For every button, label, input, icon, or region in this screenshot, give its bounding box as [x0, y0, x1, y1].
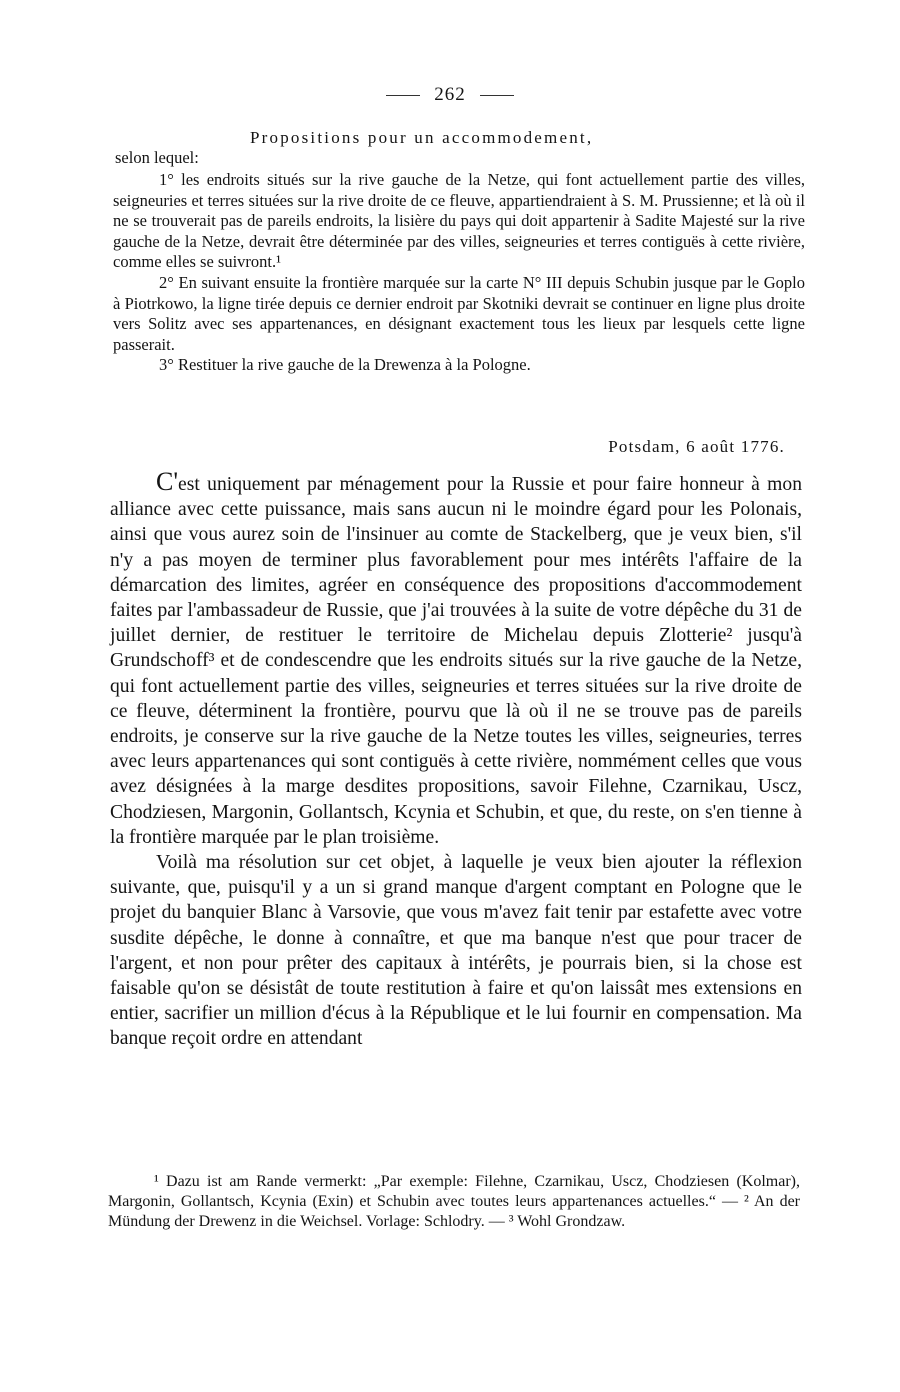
propositions-list — [113, 170, 805, 376]
footnote-text: ¹ Dazu ist am Rande vermerkt: „Par exemple: Filehne, Czarnikau, Uscz, Chodziesen (Kolmar), Margonin, Gollantsch, Kcynia (Exin) et Schubin avec toutes leurs appartenances actuelles.“ — ² An der Mündung der Drewenz in die Weichsel. Vorlage: Schlodry. — ³ Wohl Grondzaw. — [108, 1173, 800, 1230]
proposition-item-1: 1° les endroits situés sur la rive gauche de la Netze, qui font actuellement partie des villes, seigneuries et terres situées sur la rive droite de ce fleuve, appartiendraient à S. M. Prussienne; et là où il ne se trouverait pas de pareils endroits, la lisière du pays qui doit appartenir à Sadite Majesté sur la rive gauche de la Netze, devrait être déterminée par des villes, seigneuries et terres contiguës à cette rivière, comme elles se suivront.¹ — [113, 170, 805, 272]
propositions-title: Propositions pour un accommodement, — [250, 128, 594, 147]
letter-dateline: Potsdam, 6 août 1776. — [608, 437, 785, 456]
header-rule-right — [480, 95, 514, 96]
letter-paragraph-1: C'est uniquement par ménagement pour la Russie et pour faire honneur à mon alliance avec cette puissance, mais sans aucun ni le moindre égard pour les Polonais, ainsi que vous aurez soin de l'insinuer au comte de Stackelberg, que je veux bien, s'il n'y a pas moyen de terminer plus favorablement pour mes intérêts l'affaire de la démarcation des limites, agréer en conséquence des propositions d'accommodement faites par l'ambassadeur de Russie, que j'ai trouvées à la suite de votre dépêche du 31 de juillet dernier, de restituer le territoire de Michelau depuis Zlotterie² jusqu'à Grundschoff³ et de condescendre que les endroits situés sur la rive gauche de la Netze, qui font actuellement partie des villes, seigneuries et terres situées sur la rive droite de ce fleuve, déterminent la frontière, pourvu que là où il ne se trouve pas de pareils endroits, je conserve sur la rive gauche de la Netze toutes les villes, seigneuries, terres avec leurs appartenances qui sont contiguës à cette rivière, nommément celles que vous avez désignées à la marge desdites propositions, savoir Filehne, Czarnikau, Uscz, Chodziesen, Margonin, Gollantsch, Kcynia et Schubin, et que, du reste, on s'en tienne à la frontière marquée par le plan troisième. — [110, 467, 802, 848]
propositions-intro: selon lequel: — [115, 148, 199, 167]
letter-paragraph-2: Voilà ma résolution sur cet objet, à laquelle je veux bien ajouter la réflexion suivante, que, puisqu'il y a un si grand manque d'argent comptant en Pologne que le projet du banquier Blanc à Varsovie, que vous m'avez fait tenir par estafette avec votre susdite dépêche, le donne à connaître, et que ma banque n'est que pour tracer de l'argent, et non pour prêter des capitaux à intérêts, je pourrais bien, si la chose est faisable qu'on se désistât de toute restitution à faire et qu'on laissât mes extensions en entier, sacrifier un million d'écus à la République et le lui fournir en compensation. Ma banque reçoit ordre en attendant — [110, 852, 802, 1050]
footnotes — [108, 1172, 800, 1232]
header-rule-left — [386, 95, 420, 96]
page-number: 262 — [434, 84, 466, 105]
proposition-item-3: 3° Restituer la rive gauche de la Drewenza à la Pologne. — [159, 355, 531, 375]
proposition-item-2: 2° En suivant ensuite la frontière marquée sur la carte N° III depuis Schubin jusque par le Goplo à Piotrkowo, la ligne tirée depuis ce dernier endroit par Skotniki devrait se continuer en ligne plus droite vers Solitz avec ses appartenances, en désignant exactement tous les lieux par lesquels cette ligne passerait. — [113, 272, 805, 354]
letter-body — [110, 469, 802, 1052]
page-header — [0, 84, 900, 106]
